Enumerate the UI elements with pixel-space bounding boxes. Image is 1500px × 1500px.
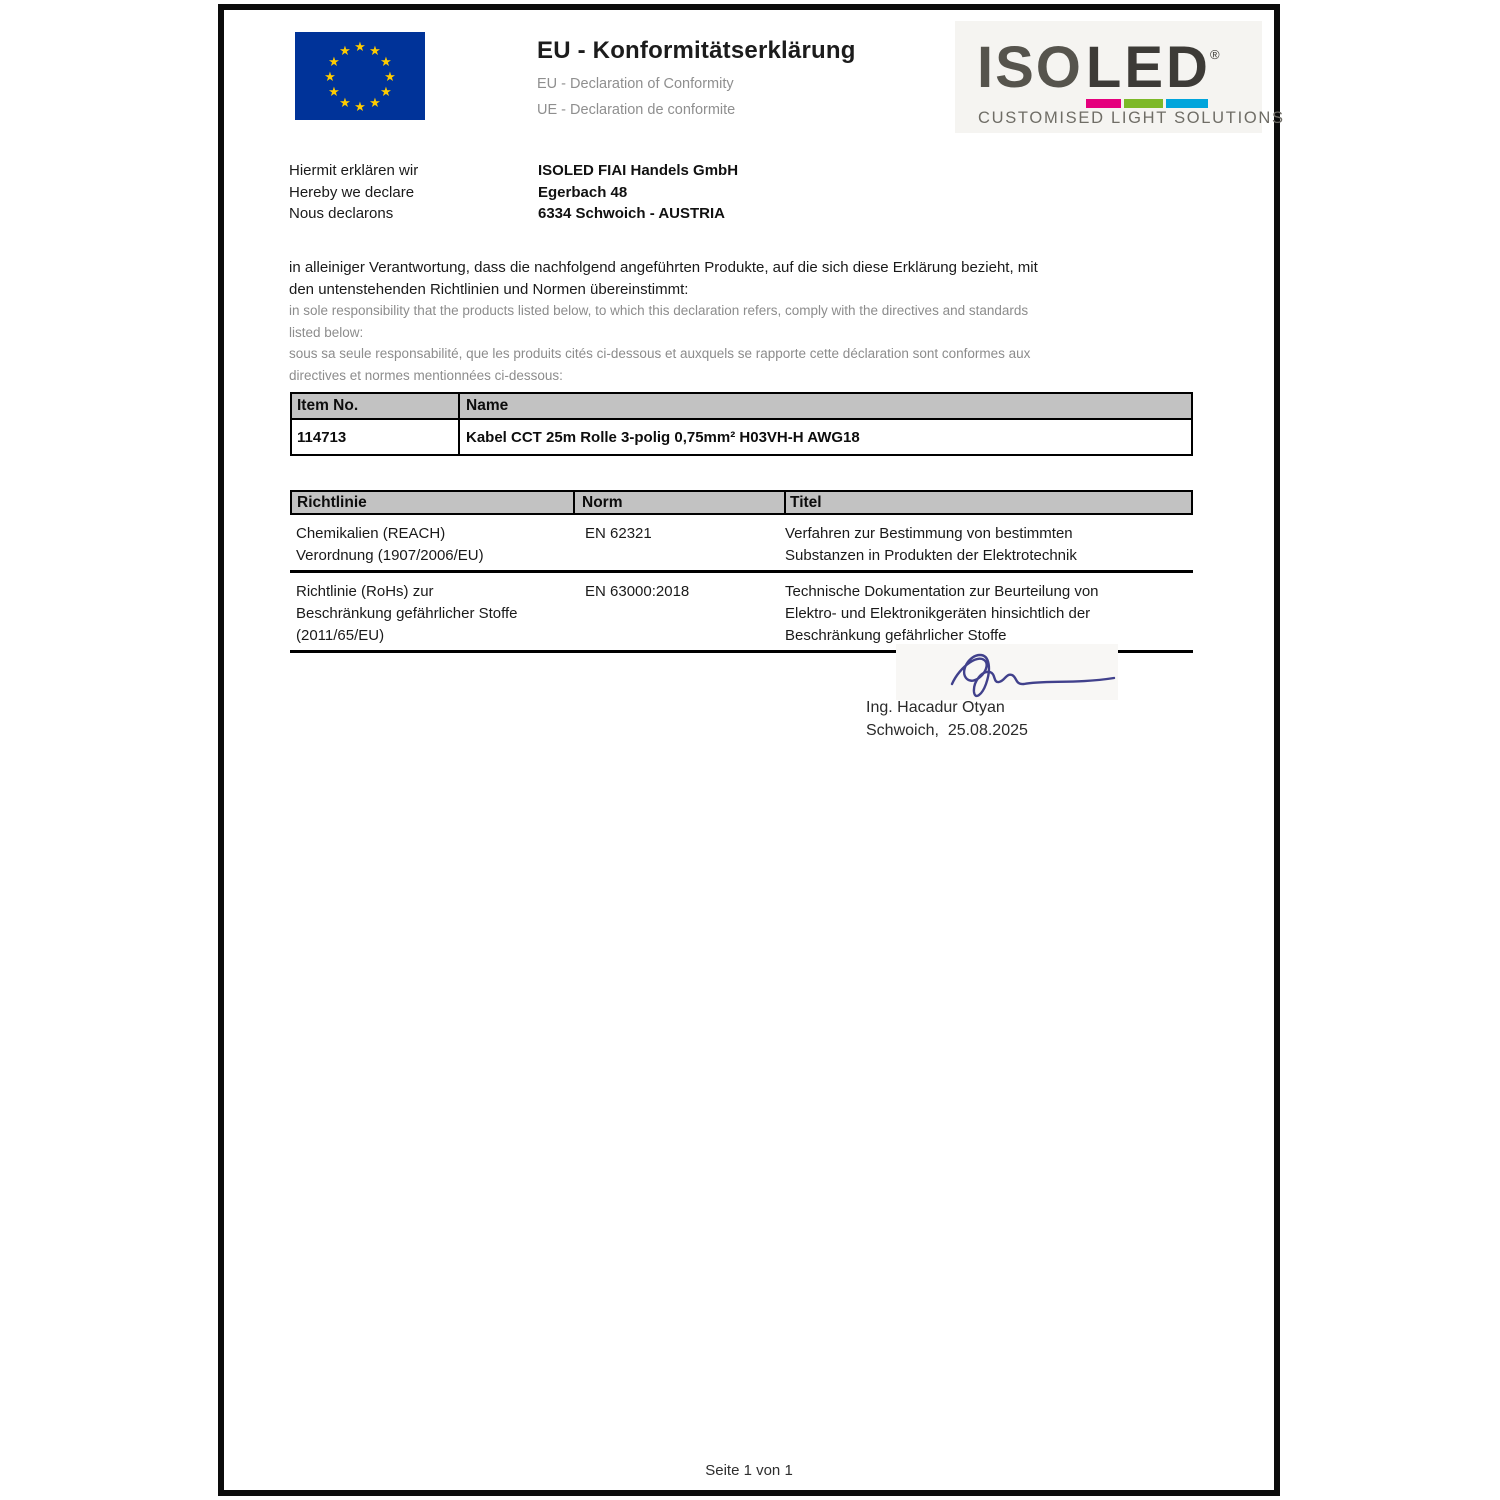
document-title: EU - Konformitätserklärung xyxy=(537,37,856,64)
handwritten-signature-image xyxy=(896,644,1118,700)
product-table-header xyxy=(292,394,1191,420)
svg-text:★: ★ xyxy=(339,44,351,59)
declaration-statement xyxy=(289,257,1038,386)
logo-iso-text: ISO xyxy=(977,35,1083,100)
svg-text:★: ★ xyxy=(354,40,366,55)
cell-richtlinie: Chemikalien (REACH) Verordnung (1907/2006/EU) xyxy=(296,525,484,564)
cell-product-name: Kabel CCT 25m Rolle 3-polig 0,75mm² H03VH-H AWG18 xyxy=(466,428,860,446)
svg-text:★: ★ xyxy=(339,96,351,111)
document-subtitle-en: EU - Declaration of Conformity xyxy=(537,76,734,92)
cell-norm: EN 63000:2018 xyxy=(585,583,690,600)
cell-item-no: 114713 xyxy=(292,420,460,454)
logo-led-text: LED xyxy=(1083,35,1208,100)
statement-en-line2: listed below: xyxy=(289,324,364,340)
eu-flag-icon xyxy=(295,32,425,120)
signatory-name: Ing. Hacadur Otyan xyxy=(866,699,1005,716)
statement-de-line1: in alleiniger Verantwortung, dass die nachfolgend angeführten Produkte, auf die sich diese Erklärung bezieht, mit xyxy=(289,259,1038,276)
header-titel: Titel xyxy=(790,493,822,511)
svg-text:★: ★ xyxy=(384,70,396,85)
svg-text:★: ★ xyxy=(380,55,392,70)
statement-de-line2: den untenstehenden Richtlinien und Normen übereinstimmt: xyxy=(289,280,689,298)
company-logo xyxy=(955,21,1285,133)
logo-tagline: CUSTOMISED LIGHT SOLUTIONS xyxy=(978,109,1285,127)
table-row xyxy=(290,515,1193,573)
statement-en-line1: in sole responsibility that the products listed below, to which this declaration refers, comply with the directives and standards xyxy=(289,303,1029,318)
declare-label-de: Hiermit erklären wir xyxy=(289,162,419,179)
company-city: 6334 Schwoich - AUSTRIA xyxy=(538,205,725,222)
product-table xyxy=(290,392,1193,456)
svg-text:★: ★ xyxy=(324,70,336,85)
header-item-no: Item No. xyxy=(292,394,460,418)
declare-label-en: Hereby we declare xyxy=(289,183,415,201)
registered-trademark-icon: ® xyxy=(1209,47,1220,62)
svg-text:★: ★ xyxy=(354,100,366,115)
table-row xyxy=(292,420,1191,454)
svg-text:★: ★ xyxy=(369,96,381,111)
cell-titel: Technische Dokumentation zur Beurteilung von Elektro- und Elektronikgeräten hinsichtlich der Beschränkung gefährlicher Stoffe xyxy=(785,583,1099,644)
company-address xyxy=(538,160,738,225)
cell-richtlinie: Richtlinie (RoHs) zur Beschränkung gefährlicher Stoffe (2011/65/EU) xyxy=(296,583,518,644)
cell-norm: EN 62321 xyxy=(585,525,652,542)
svg-text:★: ★ xyxy=(369,44,381,59)
header-richtlinie: Richtlinie xyxy=(292,492,575,513)
svg-text:★: ★ xyxy=(328,85,340,100)
logo-wordmark xyxy=(977,29,1220,108)
declare-label-fr: Nous declarons xyxy=(289,205,394,222)
company-street: Egerbach 48 xyxy=(538,183,628,201)
company-name: ISOLED FIAI Handels GmbH xyxy=(538,162,739,179)
declarant-labels xyxy=(289,160,418,225)
document-page xyxy=(218,4,1285,1496)
table-row xyxy=(290,573,1193,653)
statement-fr-line1: sous sa seule responsabilité, que les produits cités ci-dessous et auxquels se rapporte cette déclaration sont conformes aux xyxy=(289,346,1031,361)
page-title xyxy=(537,37,856,65)
directives-table-header xyxy=(290,490,1193,515)
cell-titel: Verfahren zur Bestimmung von bestimmten Substanzen in Produkten der Elektrotechnik xyxy=(785,525,1077,564)
header-name: Name xyxy=(466,397,509,414)
directives-table-body xyxy=(290,515,1193,653)
header-norm: Norm xyxy=(575,492,786,513)
svg-text:★: ★ xyxy=(380,85,392,100)
page-number: Seite 1 von 1 xyxy=(705,1462,793,1479)
signature-place-date: Schwoich, 25.08.2025 xyxy=(866,722,1028,739)
document-subtitle-fr: UE - Declaration de conformite xyxy=(537,102,736,118)
statement-fr-line2: directives et normes mentionnées ci-dessous: xyxy=(289,367,563,383)
svg-text:★: ★ xyxy=(328,55,340,70)
